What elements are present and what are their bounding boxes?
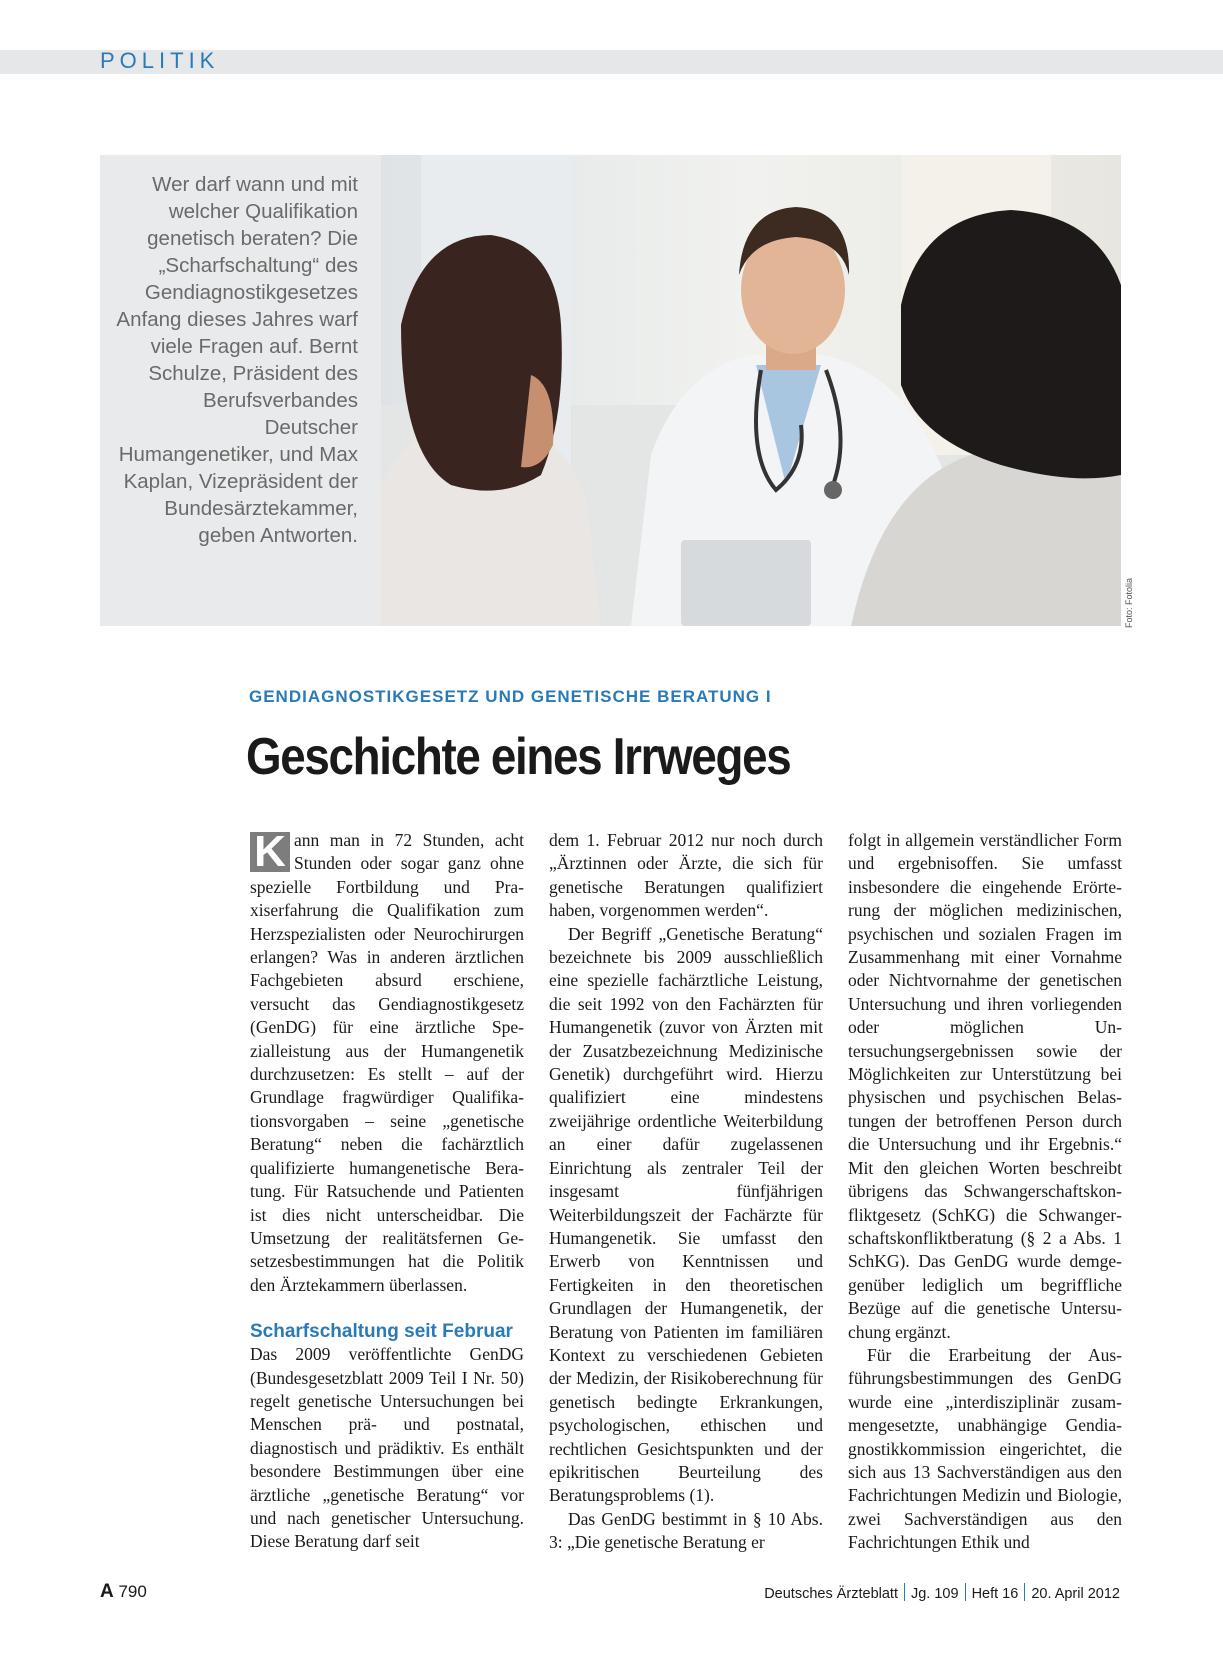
article-column-2	[549, 829, 823, 1555]
paragraph: Das GenDG bestimmt in § 10 Abs. 3: „Die genetische Beratung er	[549, 1508, 823, 1553]
page-number-value: 790	[118, 1582, 147, 1601]
article-column-1	[250, 829, 524, 1554]
article-subheading: Scharfschaltung seit Februar	[250, 1321, 513, 1343]
footer-citation	[764, 1583, 1120, 1602]
article-kicker: GENDIAGNOSTIKGESETZ UND GENETISCHE BERATUNG I	[249, 687, 772, 706]
paragraph: dem 1. Februar 2012 nur noch durch „Ärztinnen oder Ärzte, die sich für genetische Beratungen qualifiziert haben, vorgenommen werden“.	[549, 830, 823, 921]
drop-cap: K	[250, 832, 290, 872]
divider	[1024, 1583, 1025, 1601]
volume: Jg. 109	[910, 1586, 959, 1602]
issue-date: 20. April 2012	[1031, 1586, 1120, 1602]
article-title: Geschichte eines Irrweges	[246, 728, 791, 786]
divider	[965, 1583, 966, 1601]
journal-name: Deutsches Ärzteblatt	[764, 1586, 898, 1602]
divider	[904, 1583, 905, 1601]
issue: Heft 16	[971, 1586, 1019, 1602]
page-prefix: A	[100, 1581, 114, 1602]
article-photo	[381, 155, 1121, 626]
section-label: POLITIK	[100, 48, 220, 73]
paragraph: Das 2009 veröffentlichte GenDG (Bundesgesetzblatt 2009 Teil I Nr. 50) regelt genetische Untersuchungen bei Menschen prä- und postnatal, diagnostisch und prädiktiv. Es enthält besondere Bestimmungen über eine ärztliche „genetische Beratung“ vor und nach genetischer Untersuchung. Diese Beratung darf seit	[250, 1344, 524, 1552]
page-number	[100, 1581, 147, 1603]
paragraph: ann man in 72 Stunden, acht Stunden oder sogar ganz ohne spezielle Fortbildung und Praxiserfahrung die Qualifikation zum Herzspezialisten oder Neurochirurgen erlangen? Was in anderen ärztlichen Fachgebieten absurd erschiene, versucht das Gendiagnostikgesetz (GenDG) für eine ärztliche Spezialleistung aus der Humangenetik durchzusetzen: Es stellt – auf der Grundlage fragwürdiger Qualifikationsvorgaben – seine „genetische Beratung“ neben die fachärztlich qualifizierte humangenetische Beratung. Für Ratsuchende und Patienten ist dies nicht unterscheidbar. Die Umsetzung der realitätsfernen Gesetzesbestimmungen hat die Politik den Ärztekammern überlassen.	[250, 830, 524, 1295]
article-column-3	[848, 829, 1122, 1555]
photo-credit: Foto: Fotolia	[1124, 577, 1134, 628]
paragraph: Für die Erarbeitung der Ausführungsbestimmungen des GenDG wurde eine „interdisziplinär zusammengesetzte, unabhängige Gendiagnostikkommission eingerichtet, die sich aus 13 Sachverständigen aus den Fachrichtungen Medizin und Biologie, zwei Sachverständigen aus den Fachrichtungen Ethik und	[848, 1344, 1122, 1553]
teaser-text: Wer darf wann und mit welcher Qualifikation genetisch beraten? Die „Scharfschaltung“ des Gendiagnostikgesetzes Anfang dieses Jahres warf viele Fragen auf. Bernt Schulze, Präsident des Berufsverbandes Deutscher Humangenetiker, und Max Kaplan, Vizepräsident der Bundesärztekammer, geben Antworten.	[116, 173, 358, 547]
paragraph: folgt in allgemein verständlicher Form und ergebnisoffen. Sie umfasst insbesondere die eingehende Erörterung der möglichen medizinischen, psychischen und sozialen Fragen im Zusammenhang mit einer Vornahme oder Nichtvornahme der genetischen Untersuchung und ihren vorliegenden oder möglichen Untersuchungsergebnissen sowie der Möglichkeiten zur Unterstützung bei physischen und psychischen Belastungen der betroffenen Person durch die Untersuchung und ihr Ergebnis.“ Mit den gleichen Worten beschreibt übrigens das Schwangerschaftskonfliktgesetz (SchKG) die Schwangerschaftskonfliktberatung (§ 2 a Abs. 1 SchKG). Das GenDG wurde demgegenüber lediglich um begriffliche Bezüge auf die genetische Untersuchung ergänzt.	[848, 830, 1122, 1342]
paragraph: Der Begriff „Genetische Beratung“ bezeichnete bis 2009 ausschließlich eine spezielle fachärztliche Leistung, die seit 1992 von den Fachärzten für Humangenetik (zuvor von Ärzten mit der Zusatzbezeichnung Medizinische Genetik) durchgeführt wird. Hierzu qualifiziert eine mindestens zweijährige ordentliche Weiterbildung an einer dafür zugelassenen Einrichtung als zentraler Teil der insgesamt fünfjährigen Weiterbildungszeit der Fachärzte für Humangenetik. Sie umfasst den Erwerb von Kenntnissen und Fertigkeiten in den theoretischen Grundlagen der Humangenetik, der Beratung von Patienten im familiären Kontext zu verschiedenen Gebieten der Medizin, der Risikoberechnung für genetisch bedingte Erkrankungen, psychologischen, ethischen und rechtlichen Gesichtspunkten und der epikritischen Beurteilung des Beratungsproblems (1).	[549, 923, 823, 1506]
